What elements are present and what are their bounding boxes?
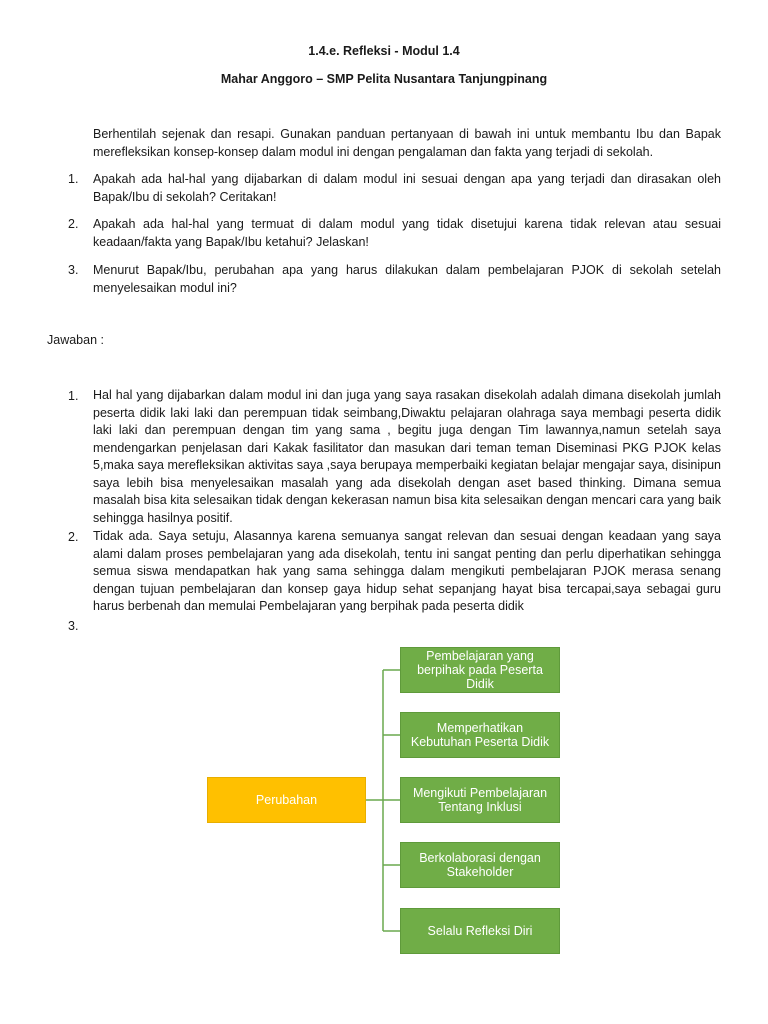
answer-2-number: 2. [68, 530, 79, 544]
answer-label: Jawaban : [47, 333, 104, 347]
answer-3-number: 3. [68, 619, 79, 633]
question-3-number: 3. [68, 263, 79, 277]
diagram-branch-5: Selalu Refleksi Diri [400, 908, 560, 954]
diagram-branch-3: Mengikuti Pembelajaran Tentang Inklusi [400, 777, 560, 823]
answer-1-number: 1. [68, 389, 79, 403]
diagram-root-box: Perubahan [207, 777, 366, 823]
intro-paragraph: Berhentilah sejenak dan resapi. Gunakan panduan pertanyaan di bawah ini untuk membantu Ibu dan Bapak merefleksikan konsep-konsep dalam modul ini dengan pengalaman dan fakta yang terjadi di sekolah. [93, 127, 721, 159]
page-subtitle: Mahar Anggoro – SMP Pelita Nusantara Tanjungpinang [220, 72, 548, 86]
question-2-number: 2. [68, 217, 79, 231]
page-title: 1.4.e. Refleksi - Modul 1.4 [308, 44, 460, 58]
answer-2-text: Tidak ada. Saya setuju, Alasannya karena semuanya sangat relevan dan sesuai dengan keadaan yang saya alami dalam proses pembelajaran yang ada disekolah, tentu ini sangat penting dan perlu diperhatikan sehingga semua siswa mendapatkan hak yang sama sehingga dalam mengikuti pembelajaran PJOK merasa senang dengan tujuan pembelajaran dan konsep gaya hidup sehat sepanjang hayat bisa tercapai,saya sebagai guru harus berbenah dan memulai Pembelajaran yang berpihak pada peserta didik [93, 529, 721, 613]
question-2-text: Apakah ada hal-hal yang termuat di dalam modul yang tidak disetujui karena tidak relevan atau sesuai keadaan/fakta yang Bapak/Ibu ketahui? Jelaskan! [93, 217, 721, 249]
diagram-branch-2: Memperhatikan Kebutuhan Peserta Didik [400, 712, 560, 758]
question-3-text: Menurut Bapak/Ibu, perubahan apa yang harus dilakukan dalam pembelajaran PJOK di sekolah setelah menyelesaikan modul ini? [93, 263, 721, 295]
question-1-text: Apakah ada hal-hal yang dijabarkan di dalam modul ini sesuai dengan apa yang terjadi dan dirasakan oleh Bapak/Ibu di sekolah? Ceritakan! [93, 172, 721, 204]
question-1-number: 1. [68, 172, 79, 186]
diagram-branch-1: Pembelajaran yang berpihak pada Peserta Didik [400, 647, 560, 693]
answer-1-text: Hal hal yang dijabarkan dalam modul ini dan juga yang saya rasakan disekolah adalah dimana disekolah jumlah peserta didik laki laki dan perempuan tidak seimbang,Diwaktu pelajaran olahraga saya membagi peserta didik laki laki dan perempuan dengan tim yang sama , begitu juga dengan Tim lawannya,namun setelah saya mendengarkan penjelasan dari Kakak fasilitator dan masukan dari teman teman Diseminasi PKG PJOK kelas 5,maka saya merefleksikan aktivitas saya ,saya berupaya memperbaiki kegiatan belajar mengajar saya, disinipun saya lebih bisa menyelesaikan masalah yang ada disekolah dengan aset based thinking. Dimana semua masalah bisa kita selesaikan tidak dengan kekerasan namun bisa kita selesaikan dengan mencari cara yang baik sehingga hasilnya positif. [93, 388, 721, 525]
diagram-branch-4: Berkolaborasi dengan Stakeholder [400, 842, 560, 888]
